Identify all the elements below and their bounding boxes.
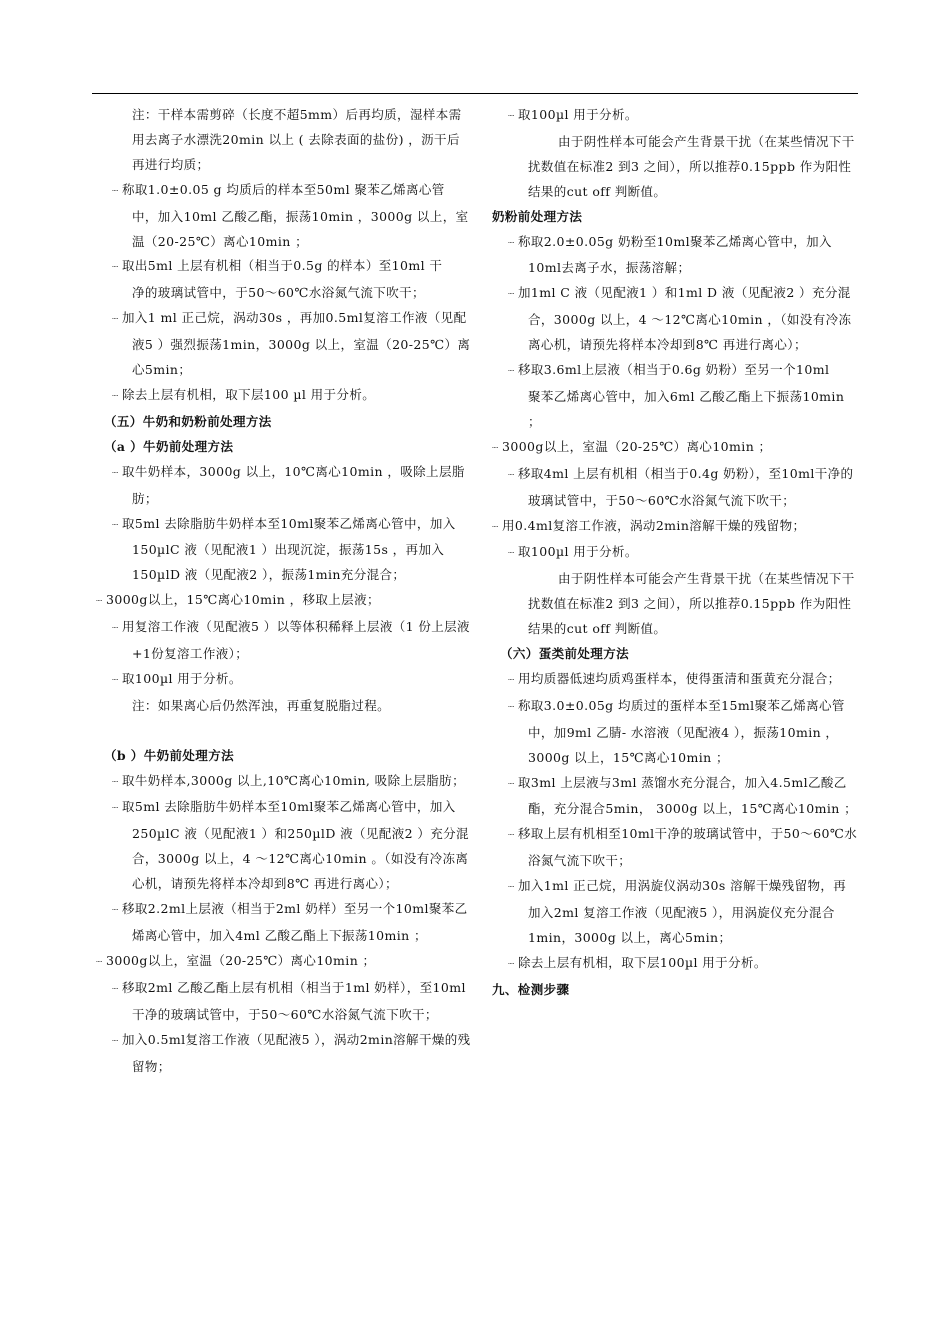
step: ┈ 取100µl 用于分析。 — [492, 103, 858, 130]
note: 由于阴性样本可能会产生背景干扰（在某些情况下干扰数值在标准2 到3 之间），所以推荐0.15ppb 作为阳性结果的cut off 判断值。 — [528, 571, 855, 637]
right-column — [492, 103, 858, 1003]
step: ┈ 取100µl 用于分析。 — [96, 667, 472, 694]
step: ┈ 称取3.0±0.05g 均质过的蛋样本至15ml聚苯乙烯离心管中，加9ml 乙腈- 水溶液（见配液4 ），振荡10min ，3000g 以上，15℃离心10min ； — [492, 694, 858, 771]
step: ┈ 移取2.2ml上层液（相当于2ml 奶样）至另一个10ml聚苯乙烯离心管中，加入4ml 乙酸乙酯上下振荡10min ； — [96, 897, 472, 949]
step: ┈ 称取1.0±0.05 g 均质后的样本至50ml 聚苯乙烯离心管 — [96, 178, 472, 205]
step: ┈ 移取上层有机相至10ml干净的玻璃试管中，于50～60℃水浴氮气流下吹干； — [492, 822, 858, 874]
step: ┈ 3000g以上，15℃离心10min ，移取上层液； — [96, 588, 472, 615]
section-heading: 奶粉前处理方法 — [492, 208, 583, 224]
step: ┈ 加入0.5ml复溶工作液（见配液5 ），涡动2min溶解干燥的残留物； — [96, 1028, 472, 1080]
step: ┈ 移取2ml 乙酸乙酯上层有机相（相当于1ml 奶样），至10ml干净的玻璃试管中，于50～60℃水浴氮气流下吹干； — [96, 976, 472, 1028]
header-rule — [92, 93, 858, 94]
section-heading: （六）蛋类前处理方法 — [500, 646, 630, 662]
step: ┈ 取出5ml 上层有机相（相当于0.5g 的样本）至10ml 干 — [96, 254, 472, 281]
step: ┈ 除去上层有机相，取下层100µl 用于分析。 — [492, 951, 858, 978]
step: ┈ 取100µl 用于分析。 — [492, 540, 858, 567]
step: ┈ 称取2.0±0.05g 奶粉至10ml聚苯乙烯离心管中，加入10ml去离子水，振荡溶解； — [492, 230, 858, 282]
step: ┈ 用复溶工作液（见配液5 ）以等体积稀释上层液（1 份上层液+1份复溶工作液）； — [96, 615, 472, 667]
step: ┈ 3000g以上，室温（20-25℃）离心10min ； — [96, 949, 472, 976]
step: ┈ 移取3.6ml上层液（相当于0.6g 奶粉）至另一个10ml — [492, 358, 858, 385]
step: ┈ 取3ml 上层液与3ml 蒸馏水充分混合，加入4.5ml乙酸乙酯，充分混合5min， 3000g 以上，15℃离心10min ； — [492, 771, 858, 823]
note: 注：干样本需剪碎（长度不超5mm）后再均质，湿样本需用去离子水漂洗20min 以上 ( 去除表面的盐份) ，沥干后再进行均质； — [132, 107, 462, 172]
step-continuation: 中，加入10ml 乙酸乙酯，振荡10min ，3000g 以上，室温（20-25℃）离心10min ； — [132, 208, 469, 249]
step: ┈ 取5ml 去除脂肪牛奶样本至10ml聚苯乙烯离心管中，加入250µlC 液（见配液1 ）和250µlD 液（见配液2 ）充分混合，3000g 以上，4 ～12℃离心10min 。（如没有冷冻离心机，请预先将样本冷却到8℃ 再进行离心）； — [96, 795, 472, 897]
step: ┈ 移取4ml 上层有机相（相当于0.4g 奶粉），至10ml干净的玻璃试管中，于50～60℃水浴氮气流下吹干； — [492, 462, 858, 514]
step: ┈ 取5ml 去除脂肪牛奶样本至10ml聚苯乙烯离心管中，加入150µlC 液（见配液1 ）出现沉淀，振荡15s ，再加入150µlD 液（见配液2 ），振荡1min充分混合； — [96, 512, 472, 589]
step-continuation: 净的玻璃试管中，于50～60℃水浴氮气流下吹干； — [132, 285, 425, 301]
section-heading: （五）牛奶和奶粉前处理方法 — [104, 413, 272, 429]
step-continuation: 聚苯乙烯离心管中，加入6ml 乙酸乙酯上下振荡10min ； — [528, 388, 845, 429]
step: ┈ 用0.4ml复溶工作液，涡动2min溶解干燥的残留物； — [492, 514, 858, 541]
left-column — [96, 103, 472, 1079]
note: 注：如果离心后仍然浑浊，再重复脱脂过程。 — [132, 697, 391, 713]
subsection-heading: （b ）牛奶前处理方法 — [104, 747, 234, 763]
step: ┈ 加入1 ml 正己烷，涡动30s ，再加0.5ml复溶工作液（见配液5 ）强烈振荡1min，3000g 以上，室温（20-25℃）离心5min； — [96, 306, 472, 383]
subsection-heading: （a ）牛奶前处理方法 — [104, 438, 234, 454]
step: ┈ 3000g以上，室温（20-25℃）离心10min ； — [492, 435, 858, 462]
step: ┈ 取牛奶样本，3000g 以上，10℃离心10min ，吸除上层脂肪； — [96, 460, 472, 512]
step: ┈ 用均质器低速均质鸡蛋样本，使得蛋清和蛋黄充分混合； — [492, 667, 858, 694]
spacer — [96, 719, 472, 744]
step: ┈ 加入1ml 正己烷，用涡旋仪涡动30s 溶解干燥残留物，再加入2ml 复溶工作液（见配液5 ），用涡旋仪充分混合1min，3000g 以上，离心5min； — [492, 874, 858, 951]
section-heading: 九、检测步骤 — [492, 981, 570, 997]
step: ┈ 取牛奶样本,3000g 以上,10℃离心10min, 吸除上层脂肪； — [96, 769, 472, 796]
note: 由于阴性样本可能会产生背景干扰（在某些情况下干扰数值在标准2 到3 之间），所以推荐0.15ppb 作为阳性结果的cut off 判断值。 — [528, 133, 855, 199]
step: ┈ 加1ml C 液（见配液1 ）和1ml D 液（见配液2 ）充分混合，3000g 以上，4 ～12℃离心10min ，（如没有冷冻离心机，请预先将样本冷却到8℃ 再进行离心）； — [492, 281, 858, 358]
step: ┈ 除去上层有机相，取下层100 µl 用于分析。 — [96, 383, 472, 410]
